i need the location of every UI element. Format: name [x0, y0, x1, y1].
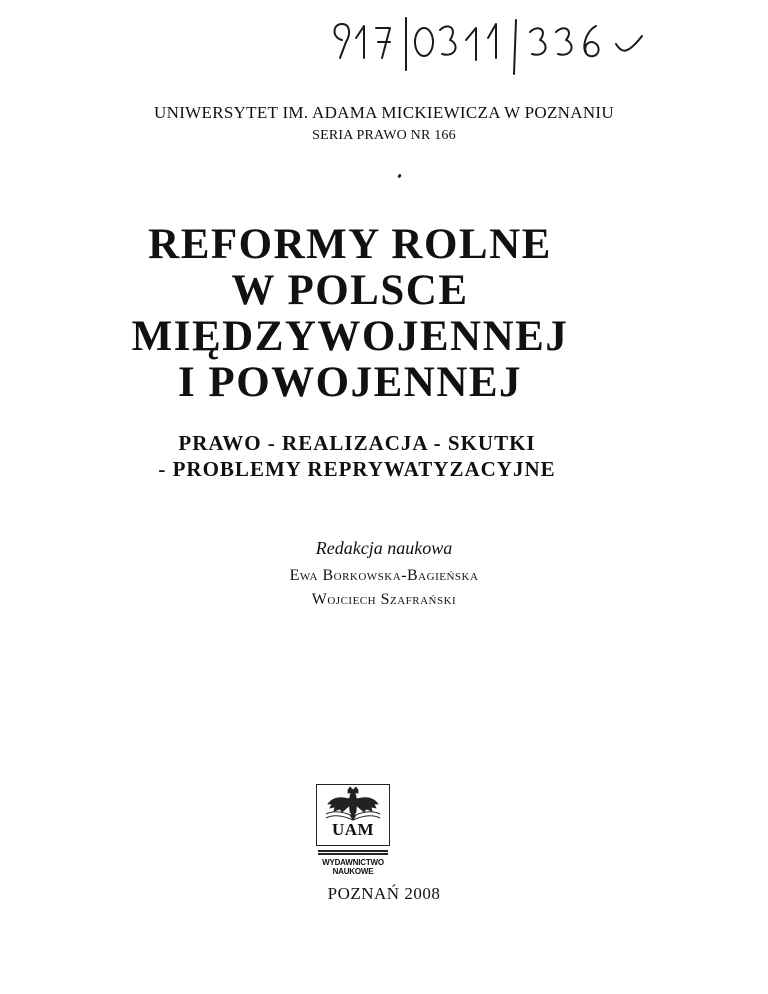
- title-line: W POLSCE: [231, 267, 469, 314]
- editor-name: Wojciech Szafrański: [311, 591, 457, 608]
- publisher-logo: [310, 784, 408, 876]
- book-subtitle: [0, 430, 714, 482]
- subtitle-line: - PROBLEMY REPRYWATYZACYJNE: [158, 457, 556, 481]
- publisher-name-line: WYDAWNICTWO: [322, 858, 384, 867]
- logo-rule: [318, 850, 388, 852]
- print-speck: [397, 174, 402, 179]
- logo-rule: [318, 853, 388, 855]
- university-name: UNIWERSYTET IM. ADAMA MICKIEWICZA W POZNANIU: [154, 103, 614, 122]
- eagle-icon: [316, 786, 390, 824]
- editor-name: Ewa Borkowska-Bagieńska: [289, 567, 479, 584]
- title-line: I POWOJENNEJ: [177, 359, 523, 406]
- title-line: MIĘDZYWOJENNEJ: [131, 313, 569, 360]
- place-and-year: POZNAŃ 2008: [327, 884, 441, 903]
- handwritten-shelfmark: [330, 10, 670, 80]
- title-line: REFORMY ROLNE: [148, 221, 552, 268]
- book-title: [0, 222, 700, 406]
- subtitle-line: PRAWO - REALIZACJA - SKUTKI: [178, 431, 536, 455]
- series-name: SERIA PRAWO NR 166: [312, 128, 456, 143]
- publisher-name-line: NAUKOWE: [332, 867, 374, 876]
- editors-label: Redakcja naukowa: [315, 538, 453, 558]
- logo-abbreviation: UAM: [331, 820, 375, 839]
